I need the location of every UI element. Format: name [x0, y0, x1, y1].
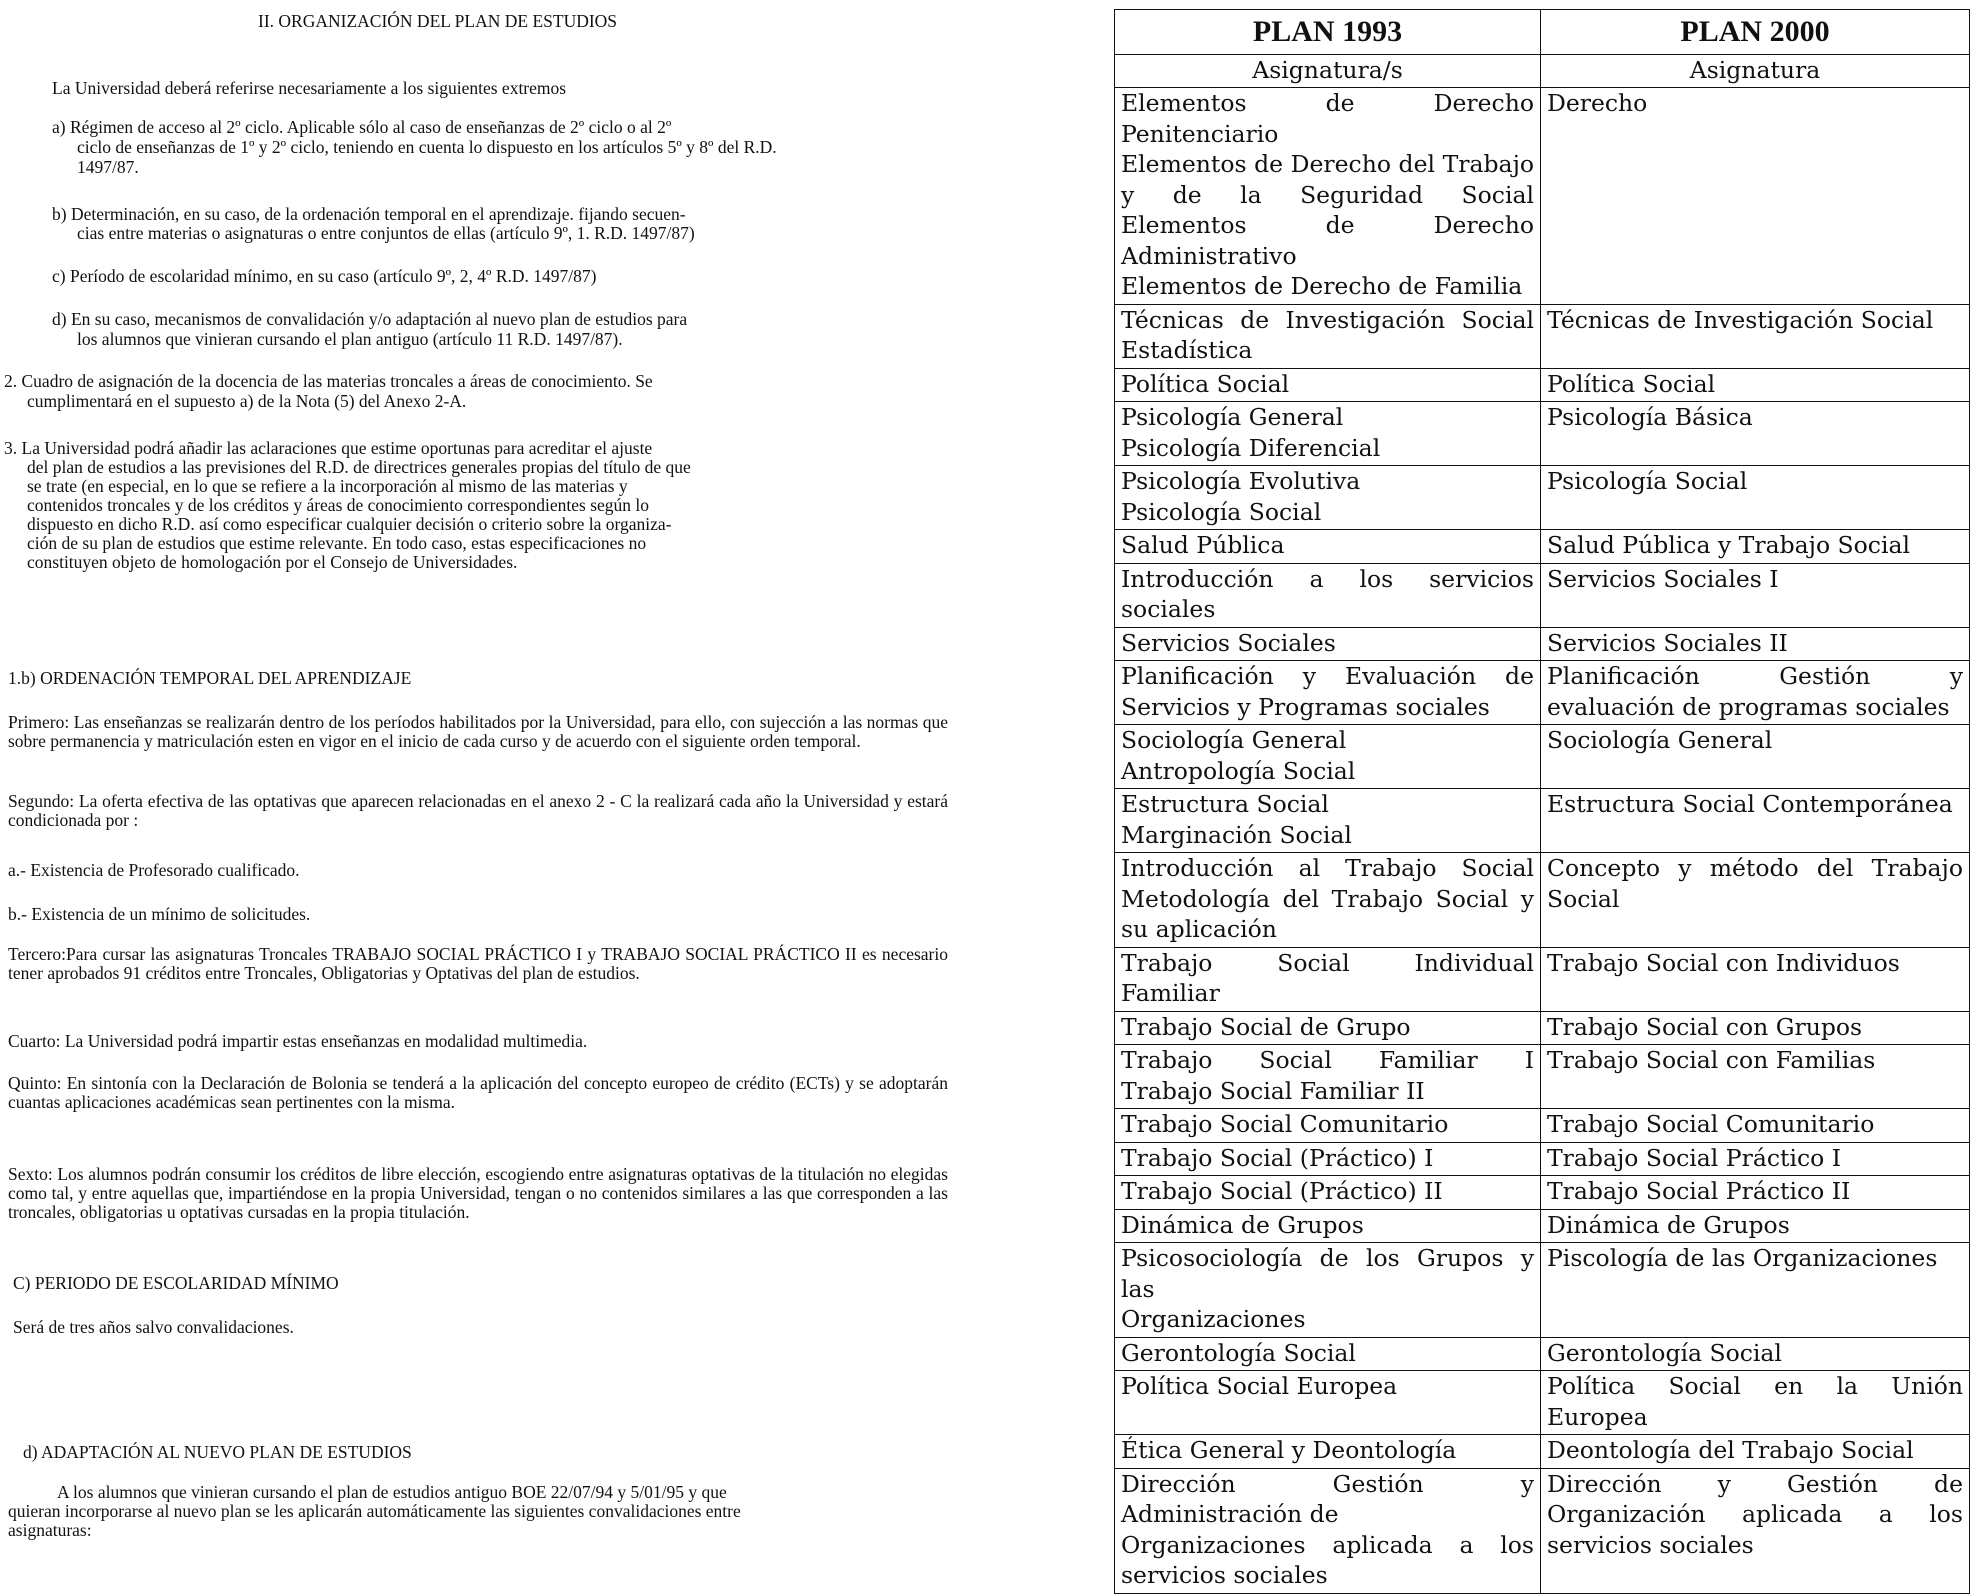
cell-line: Salud Pública y Trabajo Social — [1547, 531, 1911, 559]
cell-line: Concepto y método del Trabajo — [1547, 854, 1963, 882]
table-row — [1115, 1243, 1970, 1338]
cell-plan-1993 — [1115, 947, 1541, 1011]
cell-line: Psicosociología de los Grupos y las — [1121, 1244, 1534, 1303]
cell-plan-2000 — [1541, 1435, 1970, 1469]
cell-line: Psicología Básica — [1547, 403, 1753, 431]
cell-line: Trabajo Social Práctico I — [1547, 1143, 1842, 1172]
point-2-line-2: cumplimentará en el supuesto a) de la Nota (5) del Anexo 2-A. — [27, 391, 467, 411]
cell-line: Trabajo Social Individual — [1121, 948, 1534, 977]
cell-plan-2000 — [1541, 1045, 1970, 1109]
cell-line: Trabajo Social de Grupo — [1121, 1012, 1411, 1041]
adaptacion-line-2: quieran incorporarse al nuevo plan se les aplicarán automáticamente las siguientes convalidaciones entre — [8, 1501, 741, 1521]
cell-line: Organizaciones aplicada a los — [1121, 1530, 1534, 1559]
table-row — [1115, 1176, 1970, 1210]
cell-line: Dinámica de Grupos — [1547, 1210, 1790, 1239]
table-row — [1115, 1371, 1970, 1435]
table-row — [1115, 1045, 1970, 1109]
paragraph-b-solicitudes: b.- Existencia de un mínimo de solicitudes. — [8, 904, 311, 924]
cell-plan-2000 — [1541, 1371, 1970, 1435]
table-row — [1115, 627, 1970, 661]
cell-plan-2000 — [1541, 88, 1970, 305]
convalidation-table-wrapper — [1114, 9, 1974, 1594]
cell-line: Política Social — [1121, 369, 1290, 398]
cell-plan-2000 — [1541, 1011, 1970, 1045]
cell-plan-2000 — [1541, 1109, 1970, 1143]
cell-line: Dinámica de Grupos — [1121, 1210, 1364, 1239]
cell-line: Servicios Sociales I — [1547, 564, 1779, 593]
table-row — [1115, 661, 1970, 725]
header-plan-1993: PLAN 1993 — [1115, 10, 1541, 55]
heading-adaptacion: d) ADAPTACIÓN AL NUEVO PLAN DE ESTUDIOS — [23, 1442, 412, 1462]
cell-line: Social — [1547, 884, 1620, 913]
cell-line: Dirección Gestión y — [1121, 1469, 1534, 1498]
item-c: c) Período de escolaridad mínimo, en su caso (artículo 9º, 2, 4º R.D. 1497/87) — [52, 266, 597, 286]
cell-line: Familiar — [1121, 979, 1220, 1007]
paragraph-cuarto: Cuarto: La Universidad podrá impartir estas enseñanzas en modalidad multimedia. — [8, 1031, 588, 1051]
convalidation-table — [1114, 9, 1970, 1594]
cell-line: Servicios Sociales — [1121, 628, 1336, 657]
cell-line: Derecho — [1547, 89, 1648, 117]
table-row — [1115, 1468, 1970, 1593]
left-page — [0, 0, 1000, 1563]
table-body — [1115, 88, 1970, 1594]
table-row — [1115, 1435, 1970, 1469]
cell-line: y de la Seguridad Social — [1121, 180, 1534, 209]
cell-plan-2000 — [1541, 1468, 1970, 1593]
cell-line: Trabajo Social con Grupos — [1547, 1012, 1863, 1041]
cell-plan-2000 — [1541, 789, 1970, 853]
table-row — [1115, 1011, 1970, 1045]
cell-plan-2000 — [1541, 725, 1970, 789]
cell-line: Introducción al Trabajo Social — [1121, 854, 1534, 882]
cell-line: Estadística — [1121, 336, 1253, 364]
cell-line: Psicología Social — [1547, 467, 1748, 495]
cell-plan-1993 — [1115, 1468, 1541, 1593]
cell-plan-2000 — [1541, 627, 1970, 661]
table-row — [1115, 88, 1970, 305]
cell-line: Elementos de Derecho — [1121, 89, 1534, 117]
cell-line: Psicología Diferencial — [1121, 433, 1381, 462]
cell-line: Penitenciario — [1121, 119, 1279, 148]
item-a-line-1: a) Régimen de acceso al 2º ciclo. Aplicable sólo al caso de enseñanzas de 2º ciclo o al 2º — [52, 117, 672, 137]
table-row — [1115, 1142, 1970, 1176]
cell-plan-2000 — [1541, 1142, 1970, 1176]
cell-plan-2000 — [1541, 304, 1970, 368]
cell-line: Organizaciones — [1121, 1305, 1306, 1333]
cell-line: Dirección y Gestión de — [1547, 1469, 1963, 1498]
cell-line: Gerontología Social — [1121, 1338, 1356, 1367]
cell-line: Psicología General — [1121, 403, 1344, 431]
cell-line: Antropología Social — [1121, 756, 1356, 785]
cell-line: Técnicas de Investigación Social — [1547, 305, 1934, 334]
cell-line: Europea — [1547, 1402, 1648, 1431]
subheader-asignaturas: Asignatura/s — [1115, 55, 1541, 88]
adaptacion-line-1: A los alumnos que vinieran cursando el plan de estudios antiguo BOE 22/07/94 y 5/01/95 y que — [57, 1482, 727, 1502]
cell-plan-1993 — [1115, 1142, 1541, 1176]
paragraph-tres-anos: Será de tres años salvo convalidaciones. — [13, 1317, 294, 1337]
header-plan-2000: PLAN 2000 — [1541, 10, 1970, 55]
cell-plan-2000 — [1541, 947, 1970, 1011]
paragraph-primero: Primero: Las enseñanzas se realizarán dentro de los períodos habilitados por la Universidad, para ello, con sujección a las normas que sobre permanencia y matriculación esten en vigor en el inicio de cada curso y de acuerdo con el siguiente orden temporal. — [8, 712, 948, 751]
cell-plan-1993 — [1115, 853, 1541, 948]
cell-line: Trabajo Social Familiar II — [1121, 1076, 1425, 1105]
cell-plan-1993 — [1115, 725, 1541, 789]
point-3-line-2: del plan de estudios a las previsiones del R.D. de directrices generales propias del título de que — [27, 457, 691, 477]
heading-ordenacion-temporal: 1.b) ORDENACIÓN TEMPORAL DEL APRENDIZAJE — [8, 668, 412, 688]
cell-line: Sociología General — [1121, 726, 1347, 754]
subheader-asignatura: Asignatura — [1541, 55, 1970, 88]
cell-line: Trabajo Social (Práctico) II — [1121, 1177, 1443, 1205]
cell-line: Psicología Social — [1121, 497, 1322, 526]
cell-plan-1993 — [1115, 1337, 1541, 1371]
item-a-line-3: 1497/87. — [77, 157, 139, 177]
cell-plan-1993 — [1115, 661, 1541, 725]
cell-line: su aplicación — [1121, 915, 1277, 943]
cell-line: Marginación Social — [1121, 820, 1352, 849]
cell-line: evaluación de programas sociales — [1547, 692, 1950, 721]
paragraph-quinto: Quinto: En sintonía con la Declaración de Bolonia se tenderá a la aplicación del concepto europeo de crédito (ECTs) y se adoptarán cuantas aplicaciones académicas sean pertinentes con la misma. — [8, 1073, 948, 1112]
cell-line: Administrativo — [1121, 241, 1297, 270]
cell-line: Gerontología Social — [1547, 1338, 1782, 1367]
table-row — [1115, 563, 1970, 627]
table-row — [1115, 725, 1970, 789]
point-2-line-1: 2. Cuadro de asignación de la docencia de las materias troncales a áreas de conocimiento. Se — [4, 371, 653, 391]
cell-line: Servicios y Programas sociales — [1121, 692, 1490, 721]
paragraph-tercero: Tercero:Para cursar las asignaturas Troncales TRABAJO SOCIAL PRÁCTICO I y TRABAJO SOCIAL PRÁCTICO II es necesario tener aprobados 91 créditos entre Troncales, Obligatorias y Optativas del plan de estudios. — [8, 944, 948, 983]
cell-plan-1993 — [1115, 368, 1541, 402]
cell-plan-1993 — [1115, 304, 1541, 368]
cell-line: sociales — [1121, 595, 1216, 623]
cell-line: Estructura Social Contemporánea — [1547, 790, 1953, 818]
cell-line: Sociología General — [1547, 726, 1773, 754]
cell-line: Elementos de Derecho de Familia — [1121, 272, 1523, 300]
point-3-line-4: contenidos troncales y de los créditos y áreas de conocimiento correspondientes según lo — [27, 495, 650, 515]
cell-line: Política Social en la Unión — [1547, 1372, 1963, 1400]
cell-plan-1993 — [1115, 466, 1541, 530]
item-a-line-2: ciclo de enseñanzas de 1º y 2º ciclo, teniendo en cuenta lo dispuesto en los artículos 5º y 8º del R.D. — [77, 137, 777, 157]
cell-line: servicios sociales — [1121, 1561, 1328, 1589]
cell-plan-2000 — [1541, 853, 1970, 948]
item-b-line-2: cias entre materias o asignaturas o entre conjuntos de ellas (artículo 9º, 1. R.D. 1497/87) — [77, 223, 695, 243]
cell-line: Trabajo Social Comunitario — [1121, 1110, 1449, 1138]
adaptacion-line-3: asignaturas: — [8, 1520, 92, 1540]
cell-plan-2000 — [1541, 1243, 1970, 1338]
point-3-line-1: 3. La Universidad podrá añadir las aclaraciones que estime oportunas para acreditar el ajuste — [4, 438, 653, 458]
cell-line: Política Social Europea — [1121, 1372, 1398, 1400]
cell-plan-2000 — [1541, 368, 1970, 402]
cell-line: Trabajo Social con Familias — [1547, 1046, 1876, 1074]
cell-line: Psicología Evolutiva — [1121, 467, 1361, 495]
cell-plan-1993 — [1115, 627, 1541, 661]
cell-plan-1993 — [1115, 1109, 1541, 1143]
cell-plan-2000 — [1541, 1209, 1970, 1243]
paragraph-sexto: Sexto: Los alumnos podrán consumir los créditos de libre elección, escogiendo entre asignaturas optativas de la titulación no elegidas como tal, y entre aquellas que, impartiéndose en la propia Universidad, tengan o no contenidos similares a las que corresponden a las troncales, obligatorias u optativas cursadas en la propia titulación. — [8, 1164, 948, 1222]
cell-line: Elementos de Derecho del Trabajo — [1121, 150, 1534, 178]
cell-plan-1993 — [1115, 1243, 1541, 1338]
cell-line: Metodología del Trabajo Social y — [1121, 884, 1534, 913]
cell-line: Técnicas de Investigación Social — [1121, 305, 1534, 334]
table-row — [1115, 402, 1970, 466]
heading-organizacion: II. ORGANIZACIÓN DEL PLAN DE ESTUDIOS — [258, 11, 618, 31]
cell-line: Administración de — [1121, 1500, 1339, 1528]
table-row — [1115, 530, 1970, 564]
cell-line: servicios sociales — [1547, 1530, 1754, 1559]
item-d-line-1: d) En su caso, mecanismos de convalidación y/o adaptación al nuevo plan de estudios para — [52, 309, 688, 329]
cell-plan-1993 — [1115, 1209, 1541, 1243]
cell-line: Deontología del Trabajo Social — [1547, 1436, 1914, 1464]
table-row — [1115, 1337, 1970, 1371]
cell-line: Planificación Gestión y — [1547, 662, 1963, 690]
point-3-line-3: se trate (en especial, en lo que se refiere a la incorporación al mismo de las materias y — [27, 476, 628, 496]
cell-line: Servicios Sociales II — [1547, 628, 1788, 657]
table-row — [1115, 947, 1970, 1011]
cell-line: Ética General y Deontología — [1121, 1436, 1457, 1464]
cell-plan-2000 — [1541, 530, 1970, 564]
cell-plan-1993 — [1115, 88, 1541, 305]
heading-periodo-escolaridad: C) PERIODO DE ESCOLARIDAD MÍNIMO — [13, 1273, 339, 1293]
cell-line: Trabajo Social Familiar I — [1121, 1046, 1534, 1074]
cell-plan-1993 — [1115, 563, 1541, 627]
intro-text: La Universidad deberá referirse necesariamente a los siguientes extremos — [52, 78, 567, 98]
cell-plan-1993 — [1115, 1371, 1541, 1435]
cell-plan-1993 — [1115, 789, 1541, 853]
cell-plan-2000 — [1541, 661, 1970, 725]
cell-line: Salud Pública — [1121, 531, 1285, 559]
cell-plan-1993 — [1115, 402, 1541, 466]
cell-line: Política Social — [1547, 369, 1716, 398]
table-row — [1115, 789, 1970, 853]
paragraph-segundo: Segundo: La oferta efectiva de las optativas que aparecen relacionadas en el anexo 2 - C la realizará cada año la Universidad y estará condicionada por : — [8, 791, 948, 830]
cell-plan-1993 — [1115, 1176, 1541, 1210]
cell-line: Introducción a los servicios — [1121, 564, 1534, 593]
cell-plan-2000 — [1541, 466, 1970, 530]
point-3-line-5: dispuesto en dicho R.D. así como especificar cualquier decisión o criterio sobre la organiza- — [27, 514, 672, 534]
cell-line: Piscología de las Organizaciones — [1547, 1244, 1938, 1272]
cell-line: Elementos de Derecho — [1121, 211, 1534, 239]
table-row — [1115, 466, 1970, 530]
point-3-line-7: constituyen objeto de homologación por el Consejo de Universidades. — [27, 552, 518, 572]
cell-line: Estructura Social — [1121, 790, 1329, 818]
cell-plan-2000 — [1541, 1337, 1970, 1371]
cell-line: Organización aplicada a los — [1547, 1500, 1963, 1528]
table-row — [1115, 1109, 1970, 1143]
cell-plan-2000 — [1541, 402, 1970, 466]
cell-plan-1993 — [1115, 1045, 1541, 1109]
table-row — [1115, 304, 1970, 368]
cell-plan-1993 — [1115, 1435, 1541, 1469]
cell-plan-1993 — [1115, 530, 1541, 564]
cell-line: Trabajo Social (Práctico) I — [1121, 1143, 1434, 1172]
item-b-line-1: b) Determinación, en su caso, de la ordenación temporal en el aprendizaje. fijando secuen- — [52, 204, 686, 224]
table-row — [1115, 368, 1970, 402]
table-row — [1115, 853, 1970, 948]
point-3-line-6: ción de su plan de estudios que estime relevante. En todo caso, estas especificaciones no — [27, 533, 647, 553]
cell-plan-1993 — [1115, 1011, 1541, 1045]
cell-plan-2000 — [1541, 1176, 1970, 1210]
table-row — [1115, 1209, 1970, 1243]
cell-line: Trabajo Social Práctico II — [1547, 1177, 1851, 1205]
cell-line: Trabajo Social con Individuos — [1547, 948, 1900, 977]
cell-line: Trabajo Social Comunitario — [1547, 1110, 1875, 1138]
paragraph-a-profesorado: a.- Existencia de Profesorado cualificado. — [8, 860, 300, 880]
item-d-line-2: los alumnos que vinieran cursando el plan antiguo (artículo 11 R.D. 1497/87). — [77, 329, 623, 349]
cell-line: Planificación y Evaluación de — [1121, 662, 1534, 690]
cell-plan-2000 — [1541, 563, 1970, 627]
